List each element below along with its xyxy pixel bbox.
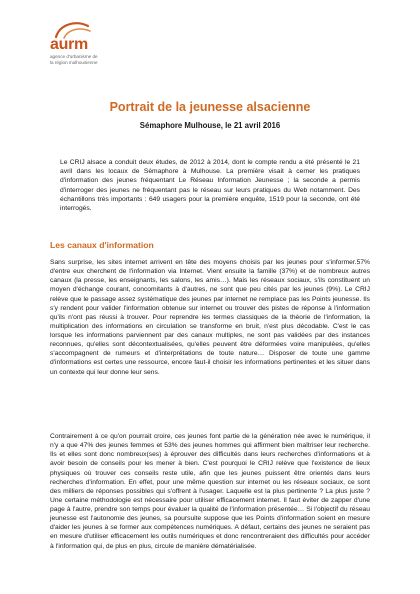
body-paragraph-2: Contrairement à ce qu'on pourrait croire, ces jeunes font partie de la génération née avec le numérique, il n'y a que 47% des jeunes femmes et 53% des jeunes hommes qui affirment bien maîtriser leur recherche. Ils et elles sont donc nombreux(ses) à éprouver des difficultés dans leurs recherches d'informations et à avoir besoin de conseils pour les mener à bien. C'est pourquoi le CRIJ relève que l'existence de lieux physiques où trouver ces conseils reste utile, afin que les jeunes puissent être orientés dans leurs recherches d'information. En effet, pour une même question sur internet ou les réseaux sociaux, ce sont des milliers de réponses possibles qui s'offrent à l'usager. Laquelle est la plus pertinente ? La plus juste ? Une certaine méthodologie est nécessaire pour utiliser efficacement internet. Il faut éviter de zapper d'une page à l'autre, prendre son temps pour évaluer la qualité de l'information présentée… Si l'objectif du réseau jeunesse est l'autonomie des jeunes, sa poursuite suppose que les Points d'information soient en mesure d'aider les jeunes à se former aux compétences numériques. A défaut, certains des jeunes ne seraient pas en mesure d'utiliser efficacement les outils numériques et donc rencontreraient des difficultés pour accéder à l'information qui, de plus en plus, circule de manière dématérialisée. [50,433,370,550]
document-title: Portrait de la jeunesse alsacienne [109,100,311,114]
logo-subtitle-line-1: agence d'urbanisme de [50,54,98,59]
body-paragraph-1: Sans surprise, les sites internet arrivent en tête des moyens choisis par les jeunes pour s'informer.57% d'entre eux cherchent de l'information via Internet. Vient ensuite la famille (37%) et de nombreux autres canaux (la presse, les enseignants, les salons, les amis…). Mais les réseaux sociaux, s'ils constituent un moyen d'échange courant, concomitants à d'autres, ne sont que peu cités par les jeunes (9%). Le CRIJ relève que le passage assez systématique des jeunes par internet ne remplace pas les Points jeunesse. Ils s'y rendent pour valider l'information obtenue sur internet ou trouver des pistes de réponse à l'information qu'ils n'ont pas réussi à trouver. Pour reprendre les termes classiques de la théorie de l'information, la multiplication des informations en circulation se transforme en bruit, n'est plus décodable. C'est le cas lorsque les informations parviennent par des canaux multiples, ne sont pas validées par des instances reconnues, qu'elles sont décontextualisées, qu'elles peuvent être déformées voire manipulées, qu'elles s'accompagnent de rumeurs et d'interprétations de toute nature… Disposer de toute une gamme d'informations est certes une ressource, encore faut-il choisir les informations pertinentes et les situer dans un contexte qui leur donne leur sens. [50,259,370,376]
logo-subtitle [50,54,98,65]
logo-subtitle-line-2: la région mulhousienne [50,59,98,65]
logo-wordmark: aurm [50,36,88,53]
document-subtitle: Sémaphore Mulhouse, le 21 avril 2016 [139,121,281,130]
section-heading: Les canaux d'information [50,240,154,250]
intro-paragraph: Le CRIJ alsace a conduit deux études, de 2012 à 2014, dont le compte rendu a été présenté le 21 avril dans les locaux de Sémaphore à Mulhouse. La première visait à cerner les pratiques d'information des jeunes fréquentant Le Réseau Information Jeunesse ; la seconde a permis d'interroger des jeunes ne fréquentant pas le réseau sur leurs pratiques du Web notamment. Des échantillons très importants : 649 usagers pour la première enquête, 1519 pour la seconde, ont été interrogés. [60,159,360,213]
